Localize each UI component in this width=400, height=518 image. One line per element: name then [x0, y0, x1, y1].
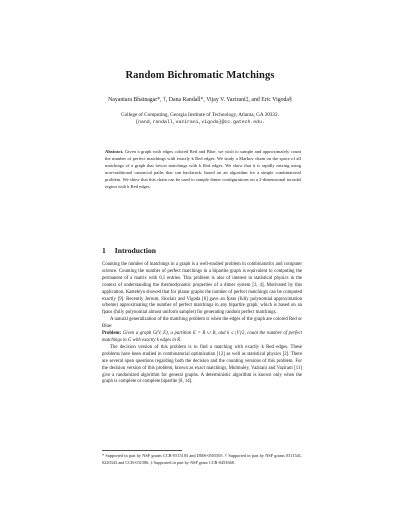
problem-text: Given a graph G(V, E), a partition E = R ∪ B, and k ≤ |V|/2, count the number of perfect matchings in G with exactly k edges in R. — [102, 331, 302, 343]
abstract-label: Abstract. — [105, 149, 124, 154]
section-heading — [102, 246, 302, 255]
problem-label: Problem: — [102, 331, 122, 337]
paragraph-1: Counting the number of matchings in a graph is a well-studied problem in combinatorics and computer science. Counting the number of perfect matchings in a bipartite graph is equivalent to computing the permanent of a matrix with 0,1 entries. This problem is also of interest in statistical physics in the context of understanding the thermodynamic properties of a dimer system [3, 4]. Motivated by this application, Kasteleyn showed that for planar graphs the number of perfect matchings can be computed exactly [9]. Recently Jerrum, Sinclair and Vigoda [6] gave an fpras (fully polynomial approximation scheme) approximating the number of perfect matchings in any bipartite graph, which is based on an fpaus (fully polynomial almost uniform sampler) for generating random perfect matchings. — [102, 262, 302, 316]
problem-statement — [102, 331, 302, 345]
affiliation-email: {nand,randall,vazirani,vigoda}@cc.gatech.edu. — [135, 120, 265, 125]
section-title: Introduction — [114, 246, 157, 255]
affiliation-address: College of Computing, Georgia Institute of Technology, Atlanta, GA 30332. — [121, 112, 279, 118]
footnotes: * Supported in part by NSF grants CCR-0515105 and DMS-0505505. † Supported in part by NSF grants 0311541, 0220343 and CCR-031586. ‡ Supported in part by NSF grant CCR-0453668. — [102, 453, 302, 465]
section-body — [102, 262, 302, 386]
abstract — [105, 149, 301, 190]
paragraph-2: A natural generalization of the matching problem is when the edges of the graph are colored Red or Blue: — [102, 317, 302, 330]
section-number: 1 — [102, 246, 106, 255]
paragraph-3: The decision version of this problem is to find a matching with exactly k Red edges. These problems have been studied in combinatorial optimization [12] as well as statistical physics [2]. There are several open questions regarding both the decision and the counting versions of this problem. For the decision version of this problem, known as exact matchings, Mulmuley, Vazirani and Vazirani [11] give a randomized algorithm for general graphs. A deterministic algorithm is known only when the graph is complete or complete bipartite [8, 14]. — [102, 344, 302, 385]
affiliation — [0, 112, 400, 126]
abstract-text: Given a graph with edges colored Red and Blue, we wish to sample and approximately count the number of perfect matchings with exactly k Red edges. We study a Markov chain on the space of all matchings of a graph that favors matchings with k Red edges. We show that it is rapidly mixing using non-traditional canonical paths that can backtrack, based on an algorithm for a simple combinatorial problem. We show that this chain can be used to sample dimer configurations on a 2-dimensional toroidal region with k Red edges. — [105, 149, 302, 189]
footnote-rule — [102, 450, 182, 451]
paper-title: Random Bichromatic Matchings — [125, 70, 275, 81]
author-list: Nayantara Bhatnagar*, †, Dana Randall*, Vijay V. Vazirani‡, and Eric Vigoda§ — [108, 97, 292, 103]
